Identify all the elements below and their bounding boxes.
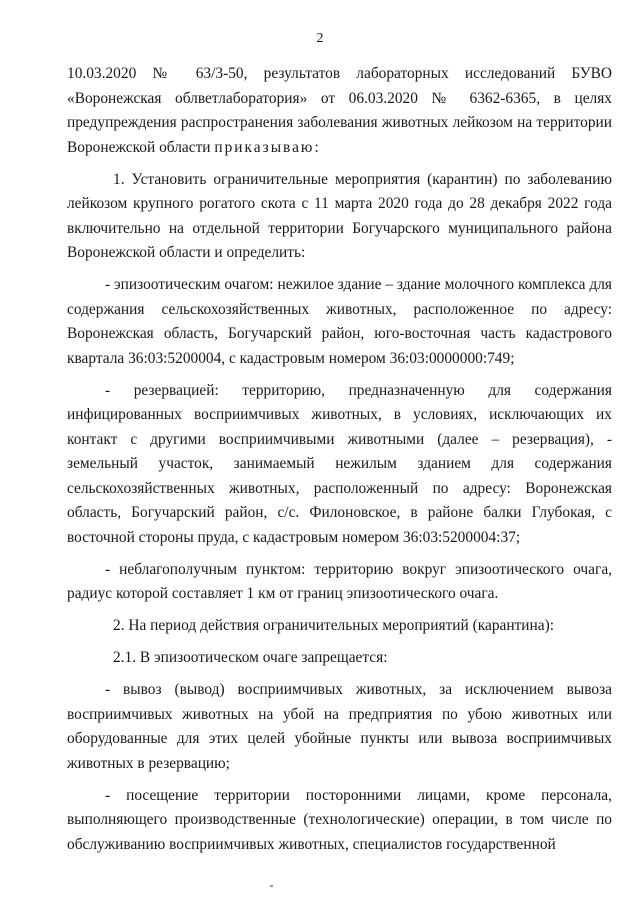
document-body <box>67 62 612 865</box>
intro-paragraph <box>67 62 612 160</box>
paragraph-item-2-1: 2.1. В эпизоотическом очаге запрещается: <box>113 649 388 666</box>
paragraph-export-ban: - вывоз (вывод) восприимчивых животных, за исключением вывоза восприимчивых животных на убой на предприятия по убою животных или оборудованные для этих целей убойные пункты или вывоза восприимчивых животных в резервацию; <box>67 681 612 772</box>
paragraph-epizootic-focus: - эпизоотическим очагом: нежилое здание – здание молочного комплекса для содержания сельскохозяйственных животных, расположенное по адресу: Воронежская область, Богучарский район, юго-восточная часть кадастрового квартала 36:03:5200004, с кадастровым номером 36:03:0000000:749; <box>67 276 612 367</box>
scan-mark <box>270 885 273 887</box>
order-end: : <box>314 138 319 156</box>
paragraph-visit-ban: - посещение территории посторонними лицами, кроме персонала, выполняющего производственные (технологические) операции, в том числе по обслуживанию восприимчивых животных, специалистов государственной <box>67 786 612 853</box>
paragraph-unfavorable-point: - неблагополучным пунктом: территорию вокруг эпизоотического очага, радиус которой составляет 1 км от границ эпизоотического очага. <box>67 560 612 602</box>
paragraph-item-1: 1. Установить ограничительные мероприятия (карантин) по заболеванию лейкозом крупного рогатого скота с 11 марта 2020 года до 28 декабря 2022 года включительно на отдельной территории Богучарского муниципального района Воронежской области и определить: <box>67 170 612 261</box>
intro-text: 10.03.2020 № 63/3-50, результатов лабораторных исследований БУВО «Воронежская облветлаборатория» от 06.03.2020 № 6362-6365, в целях предупреждения распространения заболевания животных лейкозом на территории Воронежской области <box>67 65 612 156</box>
page-number: 2 <box>316 31 324 46</box>
paragraph-item-2: 2. На период действия ограничительных мероприятий (карантина): <box>113 617 555 634</box>
paragraph-reservation: - резервацией: территорию, предназначенную для содержания инфицированных восприимчивых животных, в условиях, исключающих их контакт с другими восприимчивыми животными (далее – резервация), - земельный участок, занимаемый нежилым зданием для содержания сельскохозяйственных животных, расположенный по адресу: Воронежская область, Богучарский район, с/с. Филоновское, в районе балки Глубокая, с восточной стороны пруда, с кадастровым номером 36:03:5200004:37; <box>67 381 612 546</box>
order-word: приказываю <box>214 138 315 156</box>
